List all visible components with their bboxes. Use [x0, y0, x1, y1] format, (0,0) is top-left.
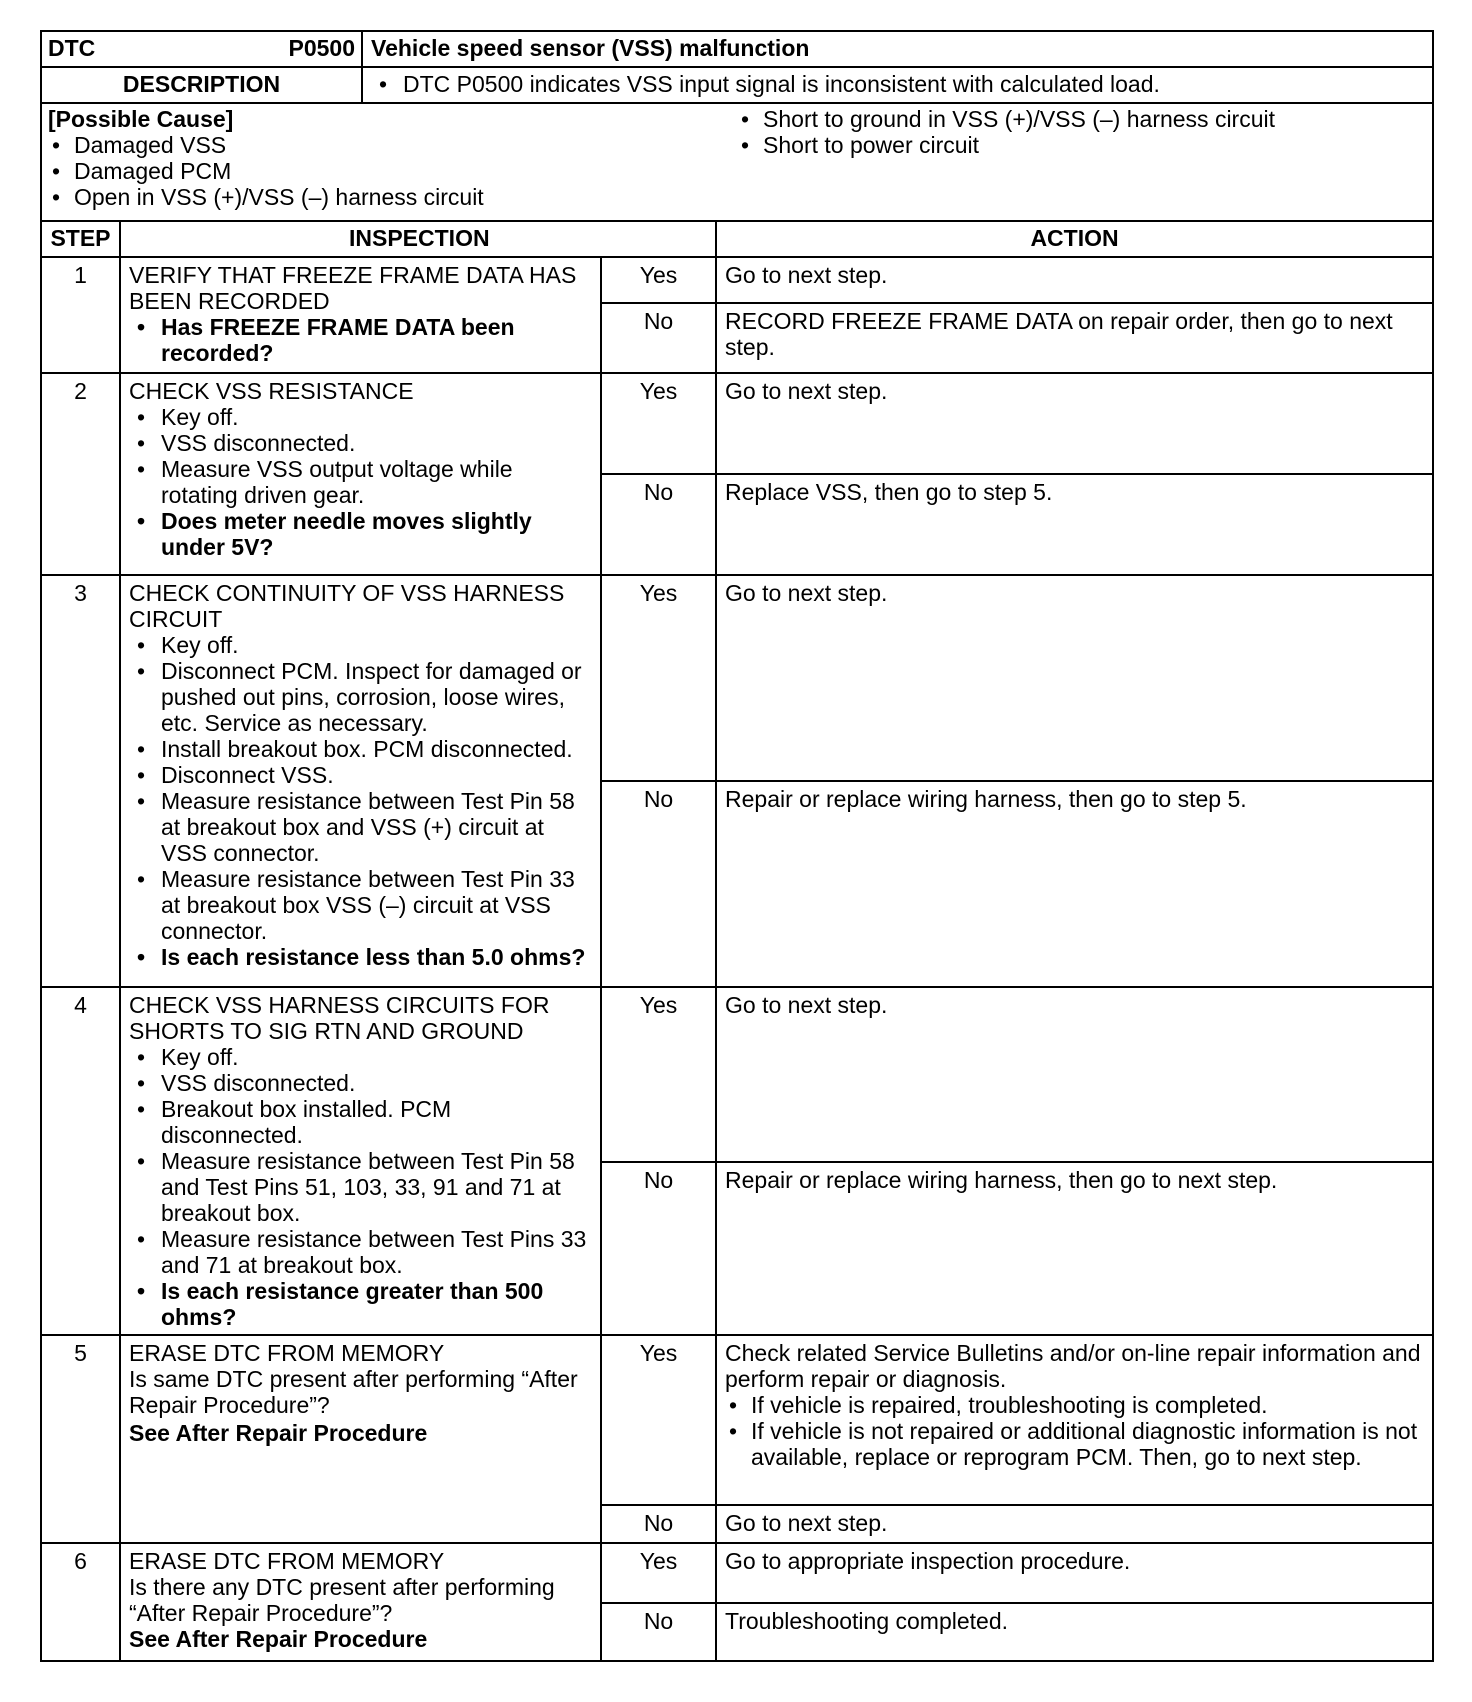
yes-label: Yes — [601, 257, 716, 303]
inspection-cell — [120, 1543, 601, 1661]
no-label: No — [601, 781, 716, 987]
cause-item: • Short to ground in VSS (+)/VSS (–) harness circuit — [737, 106, 1426, 132]
no-action: Troubleshooting completed. — [716, 1603, 1433, 1661]
step-text: Is there any DTC present after performing “After Repair Procedure”? — [129, 1574, 555, 1626]
cause-item: • Damaged PCM — [48, 158, 737, 184]
step-item: • Key off. — [129, 632, 592, 658]
yes-action: Check related Service Bulletins and/or on-line repair information and perform repair or diagnosis. — [725, 1340, 1421, 1392]
no-label: No — [601, 474, 716, 575]
description-label: DESCRIPTION — [41, 67, 362, 103]
step-number: 3 — [41, 575, 120, 987]
description-cell — [362, 67, 1433, 103]
yes-action-item: • If vehicle is not repaired or additional diagnostic information is not available, replace or reprogram PCM. Then, go to next step. — [725, 1418, 1424, 1470]
step-item: • VSS disconnected. — [129, 1070, 592, 1096]
step-number: 1 — [41, 257, 120, 373]
diagnostic-document — [40, 30, 1432, 1662]
yes-action: Go to next step. — [716, 373, 1433, 474]
yes-action: Go to next step. — [716, 575, 1433, 781]
yes-action: Go to appropriate inspection procedure. — [716, 1543, 1433, 1603]
yes-action-item: • If vehicle is repaired, troubleshooting is completed. — [725, 1392, 1424, 1418]
dtc-table — [40, 30, 1434, 1662]
step-item: • Install breakout box. PCM disconnected. — [129, 736, 592, 762]
inspection-cell — [120, 257, 601, 373]
step-item: • Key off. — [129, 404, 592, 430]
step-title: CHECK VSS RESISTANCE — [129, 378, 414, 404]
no-action: RECORD FREEZE FRAME DATA on repair order, then go to next step. — [716, 303, 1433, 373]
yes-label: Yes — [601, 1335, 716, 1505]
step-title: CHECK VSS HARNESS CIRCUITS FOR SHORTS TO SIG RTN AND GROUND — [129, 992, 550, 1044]
yes-label: Yes — [601, 373, 716, 474]
step-row — [41, 987, 1433, 1162]
action-header: ACTION — [716, 221, 1433, 257]
step-row — [41, 1543, 1433, 1603]
step-row — [41, 373, 1433, 474]
no-action: Go to next step. — [716, 1505, 1433, 1543]
possible-cause-row — [41, 103, 1433, 221]
no-action: Replace VSS, then go to step 5. — [716, 474, 1433, 575]
step-text: Is same DTC present after performing “After Repair Procedure”? — [129, 1366, 578, 1418]
inspection-cell — [120, 575, 601, 987]
description-row — [41, 67, 1433, 103]
step-title: ERASE DTC FROM MEMORY — [129, 1340, 445, 1366]
dtc-row — [41, 31, 1433, 67]
step-item: • Measure VSS output voltage while rotating driven gear. — [129, 456, 592, 508]
inspection-header: INSPECTION — [120, 221, 716, 257]
yes-label: Yes — [601, 1543, 716, 1603]
step-item: • VSS disconnected. — [129, 430, 592, 456]
yes-action: Go to next step. — [716, 987, 1433, 1162]
description-list — [371, 71, 1424, 97]
cause-item: • Open in VSS (+)/VSS (–) harness circuit — [48, 184, 737, 210]
step-title: ERASE DTC FROM MEMORY — [129, 1548, 445, 1574]
no-label: No — [601, 1505, 716, 1543]
yes-label: Yes — [601, 575, 716, 781]
no-action: Repair or replace wiring harness, then go to step 5. — [716, 781, 1433, 987]
description-item: • DTC P0500 indicates VSS input signal is inconsistent with calculated load. — [371, 71, 1424, 97]
step-row — [41, 257, 1433, 303]
dtc-label: DTC — [48, 35, 96, 61]
step-item: • Key off. — [129, 1044, 592, 1070]
cause-item: • Short to power circuit — [737, 132, 1426, 158]
no-label: No — [601, 1162, 716, 1335]
step-number: 4 — [41, 987, 120, 1335]
possible-cause-right — [737, 106, 1426, 210]
no-action: Repair or replace wiring harness, then go to next step. — [716, 1162, 1433, 1335]
step-number: 5 — [41, 1335, 120, 1543]
step-row — [41, 1335, 1433, 1505]
step-item: • Measure resistance between Test Pin 33 at breakout box VSS (–) circuit at VSS connector. — [129, 866, 592, 944]
cause-item: • Damaged VSS — [48, 132, 737, 158]
no-label: No — [601, 303, 716, 373]
yes-action-cell — [716, 1335, 1433, 1505]
dtc-cell — [41, 31, 362, 67]
step-title: CHECK CONTINUITY OF VSS HARNESS CIRCUIT — [129, 580, 565, 632]
see-reference: See After Repair Procedure — [129, 1626, 428, 1652]
possible-cause-title: [Possible Cause] — [48, 106, 234, 132]
step-question: • Is each resistance less than 5.0 ohms? — [129, 944, 592, 970]
step-number: 2 — [41, 373, 120, 575]
step-question: • Does meter needle moves slightly under 5V? — [129, 508, 592, 560]
no-label: No — [601, 1603, 716, 1661]
step-item: • Measure resistance between Test Pins 33 and 71 at breakout box. — [129, 1226, 592, 1278]
step-number: 6 — [41, 1543, 120, 1661]
step-item: • Measure resistance between Test Pin 58 and Test Pins 51, 103, 33, 91 and 71 at breakout box. — [129, 1148, 592, 1226]
inspection-cell — [120, 373, 601, 575]
step-header: STEP — [41, 221, 120, 257]
inspection-cell — [120, 987, 601, 1335]
step-item: • Breakout box installed. PCM disconnected. — [129, 1096, 592, 1148]
dtc-title: Vehicle speed sensor (VSS) malfunction — [362, 31, 1433, 67]
step-item: • Measure resistance between Test Pin 58 at breakout box and VSS (+) circuit at VSS connector. — [129, 788, 592, 866]
step-title: VERIFY THAT FREEZE FRAME DATA HAS BEEN RECORDED — [129, 262, 577, 314]
dtc-code: P0500 — [288, 35, 356, 61]
step-item: • Disconnect PCM. Inspect for damaged or pushed out pins, corrosion, loose wires, etc. Service as necessary. — [129, 658, 592, 736]
possible-cause-cell — [41, 103, 1433, 221]
see-reference: See After Repair Procedure — [129, 1420, 428, 1446]
inspection-cell — [120, 1335, 601, 1543]
possible-cause-left — [48, 132, 737, 210]
column-header-row — [41, 221, 1433, 257]
step-question: • Has FREEZE FRAME DATA been recorded? — [129, 314, 592, 366]
step-row — [41, 575, 1433, 781]
step-item: • Disconnect VSS. — [129, 762, 592, 788]
yes-action: Go to next step. — [716, 257, 1433, 303]
step-question: • Is each resistance greater than 500 ohms? — [129, 1278, 592, 1330]
yes-label: Yes — [601, 987, 716, 1162]
